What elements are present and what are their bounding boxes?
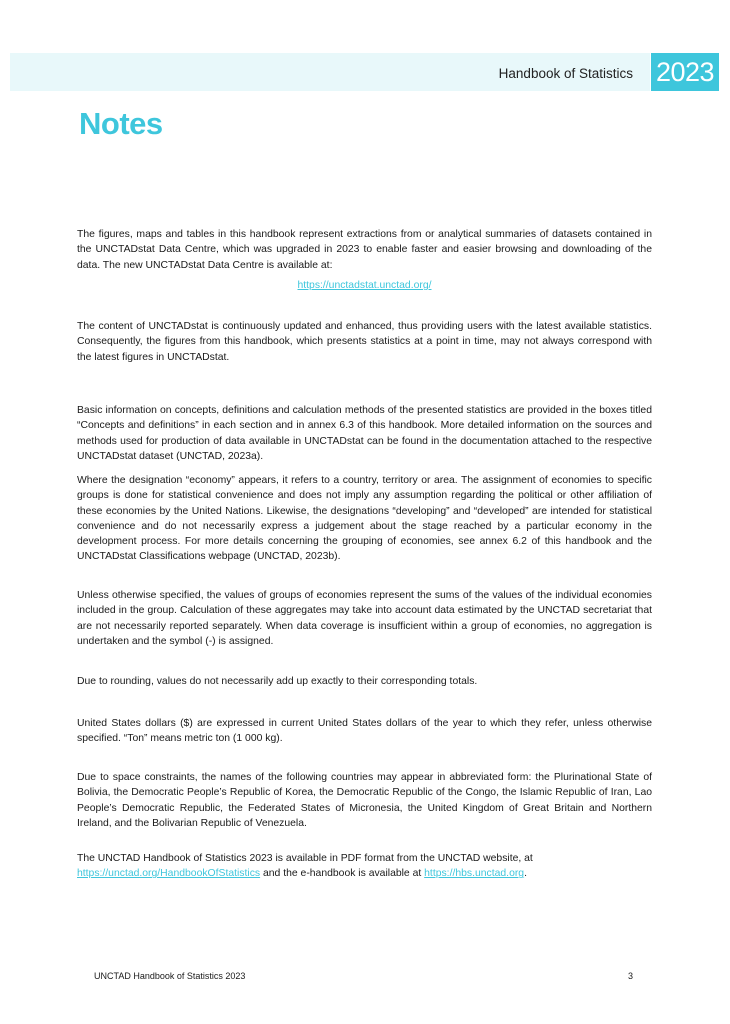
paragraph-group-aggregates: Unless otherwise specified, the values of groups of economies represent the sums of the values of the individual economies included in the group. Calculation of these aggregates may take into account data estimated by the UNCTAD secretariat that are not necessarily reported separately. When data coverage is insufficient within a group of economies, no aggregation is undertaken and the symbol (-) is assigned. [77, 590, 652, 647]
availability-text-3: . [524, 868, 527, 880]
paragraph-currency: United States dollars ($) are expressed in current United States dollars of the year to which they refer, unless otherwise specified. “Ton” means metric ton (1 000 kg). [77, 718, 652, 745]
availability-text-1: The UNCTAD Handbook of Statistics 2023 is available in PDF format from the UNCTAD website, at [77, 853, 533, 864]
paragraph-data-sources: The figures, maps and tables in this handbook represent extractions from or analytical summaries of datasets contained in the UNCTADstat Data Centre, which was upgraded in 2023 to enable faster and easier browsing and downloading of the data. The new UNCTADstat Data Centre is available at: [77, 229, 652, 271]
paragraph-availability [77, 851, 652, 882]
year-badge: 2023 [651, 53, 719, 91]
paragraph-country-names: Due to space constraints, the names of the following countries may appear in abbreviated form: the Plurinational State of Bolivia, the Democratic People’s Republic of Korea, the Democratic Republic of the Congo, the Islamic Republic of Iran, Lao People’s Democratic Republic, the Federated States of Micronesia, the United Kingdom of Great Britain and Northern Ireland, and the Bolivarian Republic of Venezuela. [77, 772, 652, 829]
data-centre-link-line [77, 278, 652, 293]
page-number: 3 [628, 971, 634, 981]
e-handbook-link[interactable]: https://hbs.unctad.org [424, 868, 525, 880]
paragraph-economy-designation: Where the designation “economy” appears, it refers to a country, territory or area. The assignment of economies to specific groups is done for statistical convenience and does not imply any assumption regarding the political or other affiliation of these economies by the United Nations. Likewise, the designations “developing” and “developed” are intended for statistical convenience and do not necessarily express a judgement about the stage reached by a particular economy in the development process. For more details concerning the grouping of economies, see annex 6.2 of this handbook and the UNCTADstat Classifications webpage (UNCTAD, 2023b). [77, 475, 652, 563]
footer-title: UNCTAD Handbook of Statistics 2023 [94, 971, 246, 981]
page-title: Notes [79, 106, 163, 141]
paragraph-rounding: Due to rounding, values do not necessarily add up exactly to their corresponding totals. [77, 676, 478, 687]
handbook-pdf-link[interactable]: https://unctad.org/HandbookOfStatistics [77, 868, 261, 880]
header-title: Handbook of Statistics [498, 66, 633, 81]
availability-text-2: and the e-handbook is available at [260, 868, 425, 880]
paragraph-concepts: Basic information on concepts, definitions and calculation methods of the presented statistics are provided in the boxes titled “Concepts and definitions” in each section and in annex 6.3 of this handbook. More detailed information on the sources and methods used for production of data available in UNCTADstat can be found in the documentation attached to the respective UNCTADstat dataset (UNCTAD, 2023a). [77, 405, 652, 462]
data-centre-link[interactable]: https://unctadstat.unctad.org/ [297, 280, 432, 291]
paragraph-updates: The content of UNCTADstat is continuously updated and enhanced, thus providing users with the latest available statistics. Consequently, the figures from this handbook, which presents statistics at a point in time, may not always correspond with the latest figures in UNCTADstat. [77, 321, 652, 363]
